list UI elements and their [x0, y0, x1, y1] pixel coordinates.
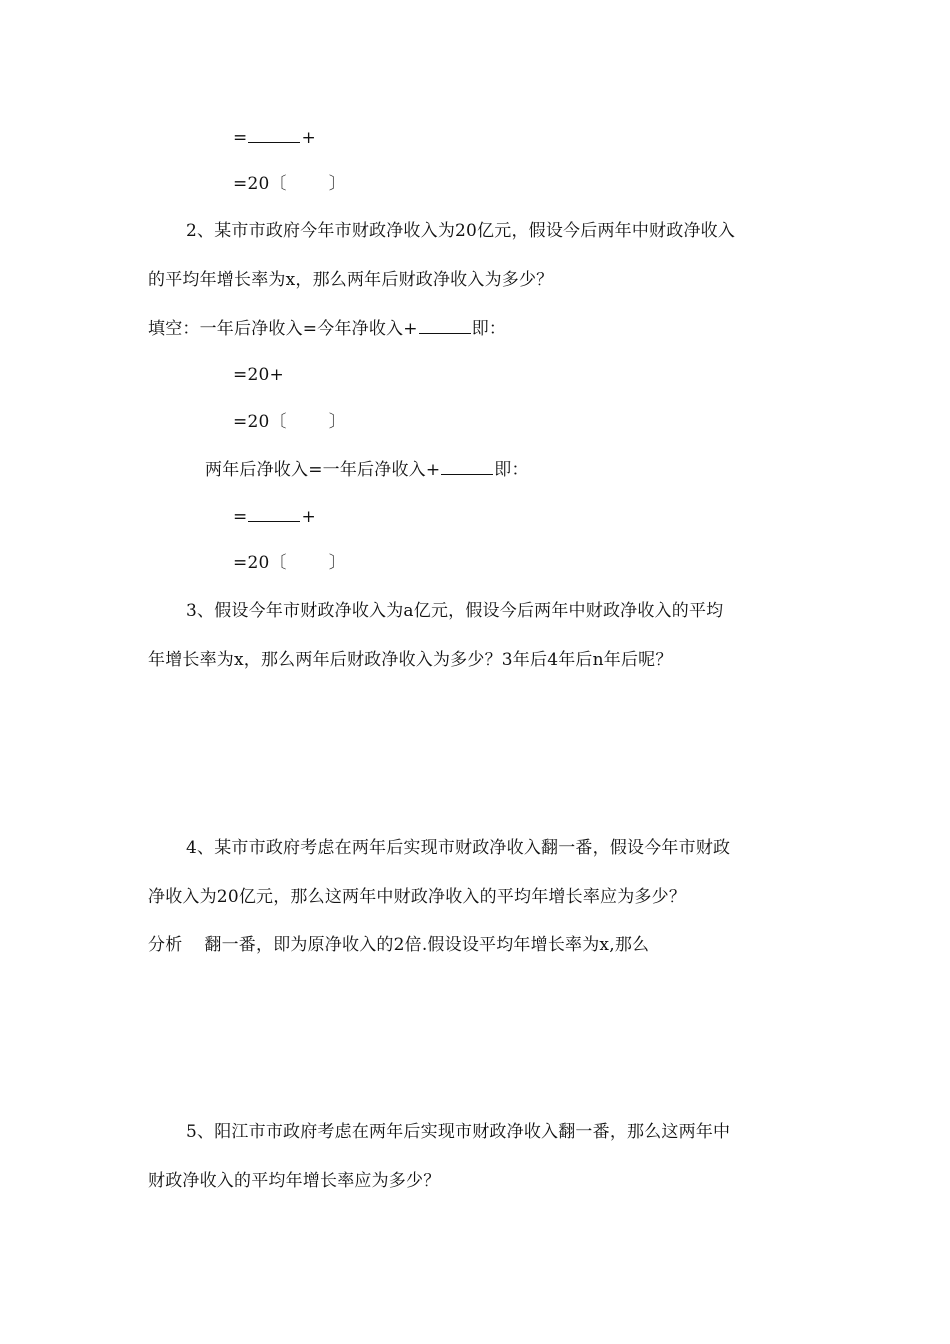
fill-suffix: 即： — [471, 319, 507, 339]
formula-suffix: 〕 — [328, 553, 346, 573]
analysis-label: 分析 — [148, 935, 183, 955]
fill-blank — [441, 460, 493, 475]
formula-suffix: 〕 — [328, 412, 346, 432]
formula-prefix: = — [233, 128, 248, 148]
question-5-line-2: 财政净收入的平均年增长率应为多少？ — [148, 1171, 441, 1191]
fill-blank — [248, 507, 300, 522]
formula-prefix: =20〔 — [233, 174, 287, 194]
question-2-line-2: 的平均年增长率为x，那么两年后财政净收入为多少？ — [148, 270, 554, 290]
question-3-line-2: 年增长率为x，那么两年后财政净收入为多少？3年后4年后n年后呢？ — [148, 650, 673, 670]
question-4-line-1: 4、某市市政府考虑在两年后实现市财政净收入翻一番，假设今年市财政 — [186, 838, 731, 858]
fill-blank — [419, 319, 471, 334]
formula-prefix: = — [233, 507, 248, 527]
formula-suffix: 〕 — [328, 174, 346, 194]
formula-line-blank-plus-2 — [233, 506, 316, 528]
question-3-line-1: 3、假设今年市财政净收入为a亿元，假设今后两年中财政净收入的平均 — [186, 601, 724, 621]
fill-prompt: 两年后净收入=一年后净收入+ — [205, 460, 441, 480]
formula-suffix: + — [301, 128, 316, 148]
formula-line-blank-plus-1 — [233, 127, 316, 149]
fill-prompt: 填空：一年后净收入=今年净收入+ — [148, 319, 418, 339]
question-5-line-1: 5、阳江市市政府考虑在两年后实现市财政净收入翻一番，那么这两年中 — [186, 1122, 731, 1142]
fill-in-line-1 — [148, 318, 506, 340]
formula-line-20-plus: =20+ — [233, 365, 284, 385]
fill-in-line-2 — [205, 459, 529, 481]
fill-suffix: 即： — [494, 460, 529, 480]
formula-line-paren-1 — [233, 173, 346, 195]
fill-blank — [248, 128, 300, 143]
formula-suffix: + — [301, 507, 316, 527]
formula-line-paren-3 — [233, 552, 346, 574]
formula-prefix: =20〔 — [233, 412, 287, 432]
analysis-line — [148, 934, 649, 956]
formula-prefix: =20〔 — [233, 553, 287, 573]
analysis-text: 翻一番，即为原净收入的2倍.假设设平均年增长率为x,那么 — [204, 935, 650, 955]
question-4-line-2: 净收入为20亿元，那么这两年中财政净收入的平均年增长率应为多少？ — [148, 887, 687, 907]
question-2-line-1: 2、某市市政府今年市财政净收入为20亿元，假设今后两年中财政净收入 — [186, 221, 736, 241]
formula-line-paren-2 — [233, 411, 346, 433]
